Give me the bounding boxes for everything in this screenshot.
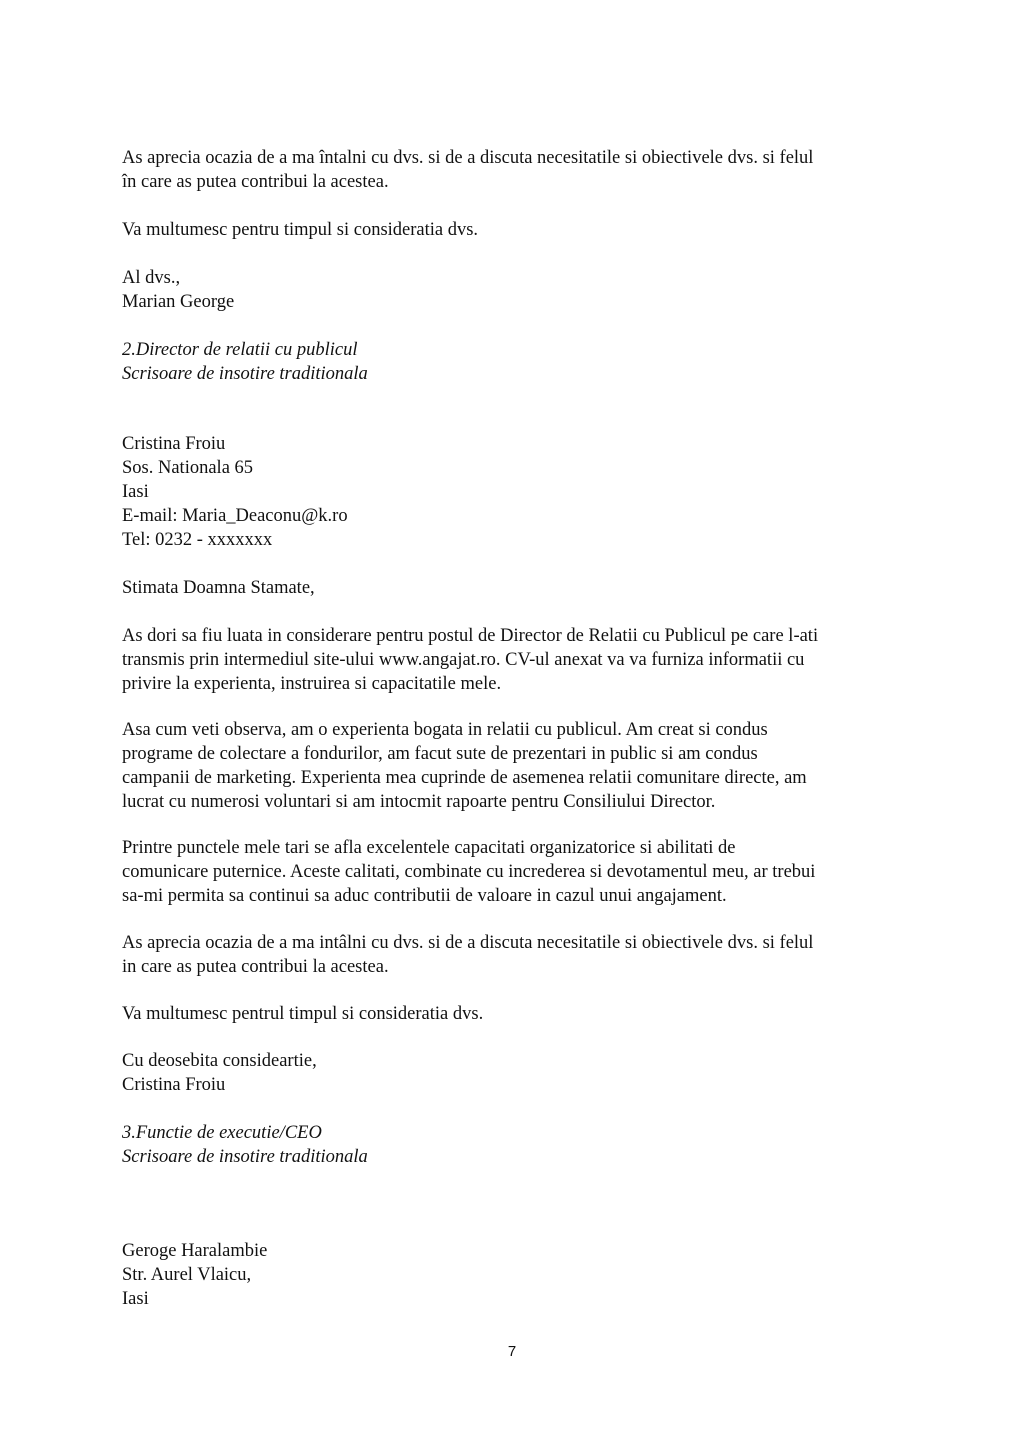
thanks-line: Va multumesc pentrul timpul si consideratia dvs. [122,1004,484,1024]
signoff: Al dvs., [122,268,181,288]
section-heading: 3.Functie de executie/CEO [122,1123,322,1143]
sender-city: Iasi [122,1289,149,1309]
body-paragraph-line: As aprecia ocazia de a ma intâlni cu dvs. si de a discuta necesitatile si obiectivele dvs. si felul [122,933,814,953]
signoff: Cu deosebita consideartie, [122,1051,317,1071]
sender-name: Cristina Froiu [122,434,226,454]
sender-name: Geroge Haralambie [122,1241,268,1261]
body-paragraph-line: sa-mi permita sa continui sa aduc contributii de valoare in cazul unui angajament. [122,886,727,906]
body-paragraph-line: campanii de marketing. Experienta mea cuprinde de asemenea relatii comunitare directe, am [122,768,807,788]
body-paragraph-line: privire la experienta, instruirea si capacitatile mele. [122,674,502,694]
body-paragraph-line: comunicare puternice. Aceste calitati, combinate cu increderea si devotamentul meu, ar trebui [122,862,816,882]
body-paragraph-line: As dori sa fiu luata in considerare pentru postul de Director de Relatii cu Publicul pe care l-ati [122,626,819,646]
sender-city: Iasi [122,482,149,502]
closing-paragraph-line: As aprecia ocazia de a ma întalni cu dvs. si de a discuta necesitatile si obiectivele dvs. si felul [122,148,814,168]
body-paragraph-line: programe de colectare a fondurilor, am facut sute de prezentari in public si am condus [122,744,758,764]
sender-address: Sos. Nationala 65 [122,458,254,478]
section-subheading: Scrisoare de insotire traditionala [122,364,368,384]
section-heading: 2.Director de relatii cu publicul [122,340,358,360]
sender-email: E-mail: Maria_Deaconu@k.ro [122,506,348,526]
sender-address: Str. Aurel Vlaicu, [122,1265,252,1285]
body-paragraph-line: Printre punctele mele tari se afla excelentele capacitati organizatorice si abilitati de [122,838,736,858]
body-paragraph-line: transmis prin intermediul site-ului www.angajat.ro. CV-ul anexat va va furniza informatii cu [122,650,805,670]
signer-name: Cristina Froiu [122,1075,226,1095]
signer-name: Marian George [122,292,235,312]
section-subheading: Scrisoare de insotire traditionala [122,1147,368,1167]
body-paragraph-line: lucrat cu numerosi voluntari si am intocmit rapoarte pentru Consiliului Director. [122,792,716,812]
body-paragraph-line: Asa cum veti observa, am o experienta bogata in relatii cu publicul. Am creat si condus [122,720,768,740]
body-paragraph-line: in care as putea contribui la acestea. [122,957,389,977]
thanks-line: Va multumesc pentru timpul si consideratia dvs. [122,220,479,240]
sender-phone: Tel: 0232 - xxxxxxx [122,530,273,550]
page-number: 7 [507,1343,517,1360]
salutation: Stimata Doamna Stamate, [122,578,315,598]
closing-paragraph-line: în care as putea contribui la acestea. [122,172,389,192]
